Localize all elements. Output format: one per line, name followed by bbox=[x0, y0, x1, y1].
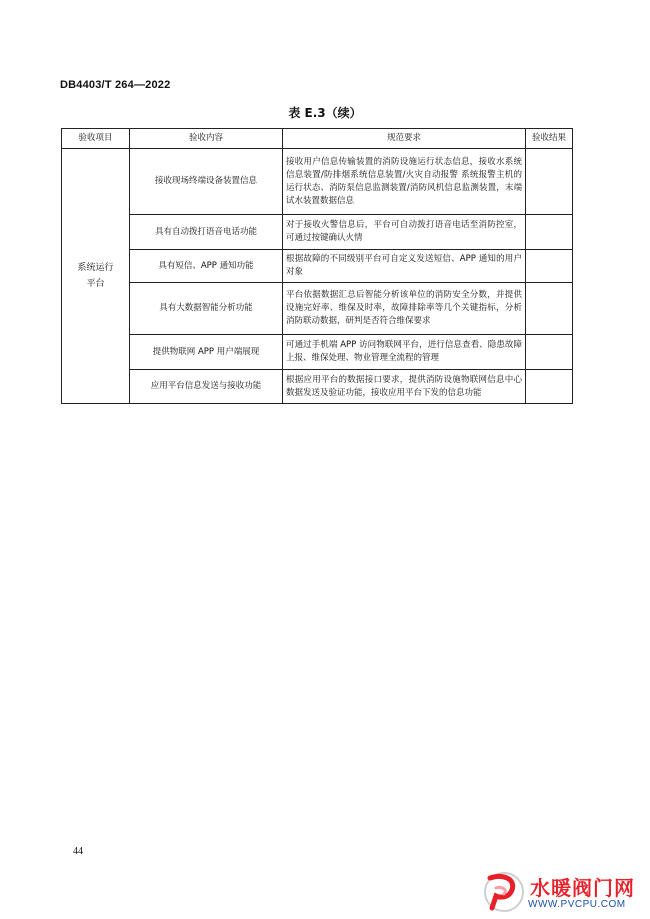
column-header-item: 验收项目 bbox=[62, 129, 130, 149]
column-header-requirement: 规范要求 bbox=[283, 129, 526, 149]
requirement-cell: 对于接收火警信息后，平台可自动拨打语音电话至消防控室，可通过按键确认火情 bbox=[283, 215, 526, 250]
group-label: 系统运行平台 bbox=[77, 263, 114, 289]
table-row bbox=[62, 283, 573, 335]
content-cell: 具有自动拨打语音电话功能 bbox=[130, 215, 283, 250]
column-header-result: 验收结果 bbox=[526, 129, 573, 149]
acceptance-table bbox=[61, 128, 573, 404]
watermark-url: WWW.PVCPU.COM bbox=[528, 899, 626, 910]
requirement-cell: 可通过手机端 APP 访问物联网平台，进行信息查看、隐患故障上报、维保处理、物业管理全流程的管理 bbox=[283, 335, 526, 370]
requirement-cell: 接收用户信息传输装置的消防设施运行状态信息，接收水系统信息装置/防排烟系统信息装置/火灾自动报警 系统报警主机的运行状态、消防泵信息监测装置/消防风机信息监测装置，末端试水装置数据信息 bbox=[283, 149, 526, 215]
result-cell bbox=[526, 283, 573, 335]
document-code: DB4403/T 264—2022 bbox=[60, 79, 171, 91]
table-row bbox=[62, 149, 573, 215]
content-cell: 具有大数据智能分析功能 bbox=[130, 283, 283, 335]
pipe-valve-logo-icon bbox=[482, 868, 524, 914]
content-cell: 应用平台信息发送与接收功能 bbox=[130, 370, 283, 404]
table-row bbox=[62, 370, 573, 404]
watermark bbox=[482, 868, 642, 914]
table-header-row bbox=[62, 129, 573, 149]
result-cell bbox=[526, 370, 573, 404]
requirement-cell: 平台依据数据汇总后智能分析该单位的消防安全分数，并提供设施完好率、维保及时率，故障排除率等几个关键指标，分析消防联动数据，研判是否符合维保要求 bbox=[283, 283, 526, 335]
requirement-cell: 根据应用平台的数据接口要求，提供消防设施物联网信息中心数据发送及验证功能，接收应用平台下发的信息功能 bbox=[283, 370, 526, 404]
group-label-cell bbox=[62, 149, 130, 404]
requirement-cell: 根据故障的不同级别平台可自定义发送短信、APP 通知的用户对象 bbox=[283, 250, 526, 283]
result-cell bbox=[526, 335, 573, 370]
watermark-brand: 水暖阀门网 bbox=[530, 876, 635, 900]
column-header-content: 验收内容 bbox=[130, 129, 283, 149]
result-cell bbox=[526, 149, 573, 215]
result-cell bbox=[526, 215, 573, 250]
table-row bbox=[62, 335, 573, 370]
page-number: 44 bbox=[73, 846, 83, 857]
table-title: 表 E.3（续） bbox=[288, 106, 362, 120]
content-cell: 提供物联网 APP 用户端展现 bbox=[130, 335, 283, 370]
table-row bbox=[62, 250, 573, 283]
content-cell: 接收现场终端设备装置信息 bbox=[130, 149, 283, 215]
content-cell: 具有短信、APP 通知功能 bbox=[130, 250, 283, 283]
table-row bbox=[62, 215, 573, 250]
result-cell bbox=[526, 250, 573, 283]
